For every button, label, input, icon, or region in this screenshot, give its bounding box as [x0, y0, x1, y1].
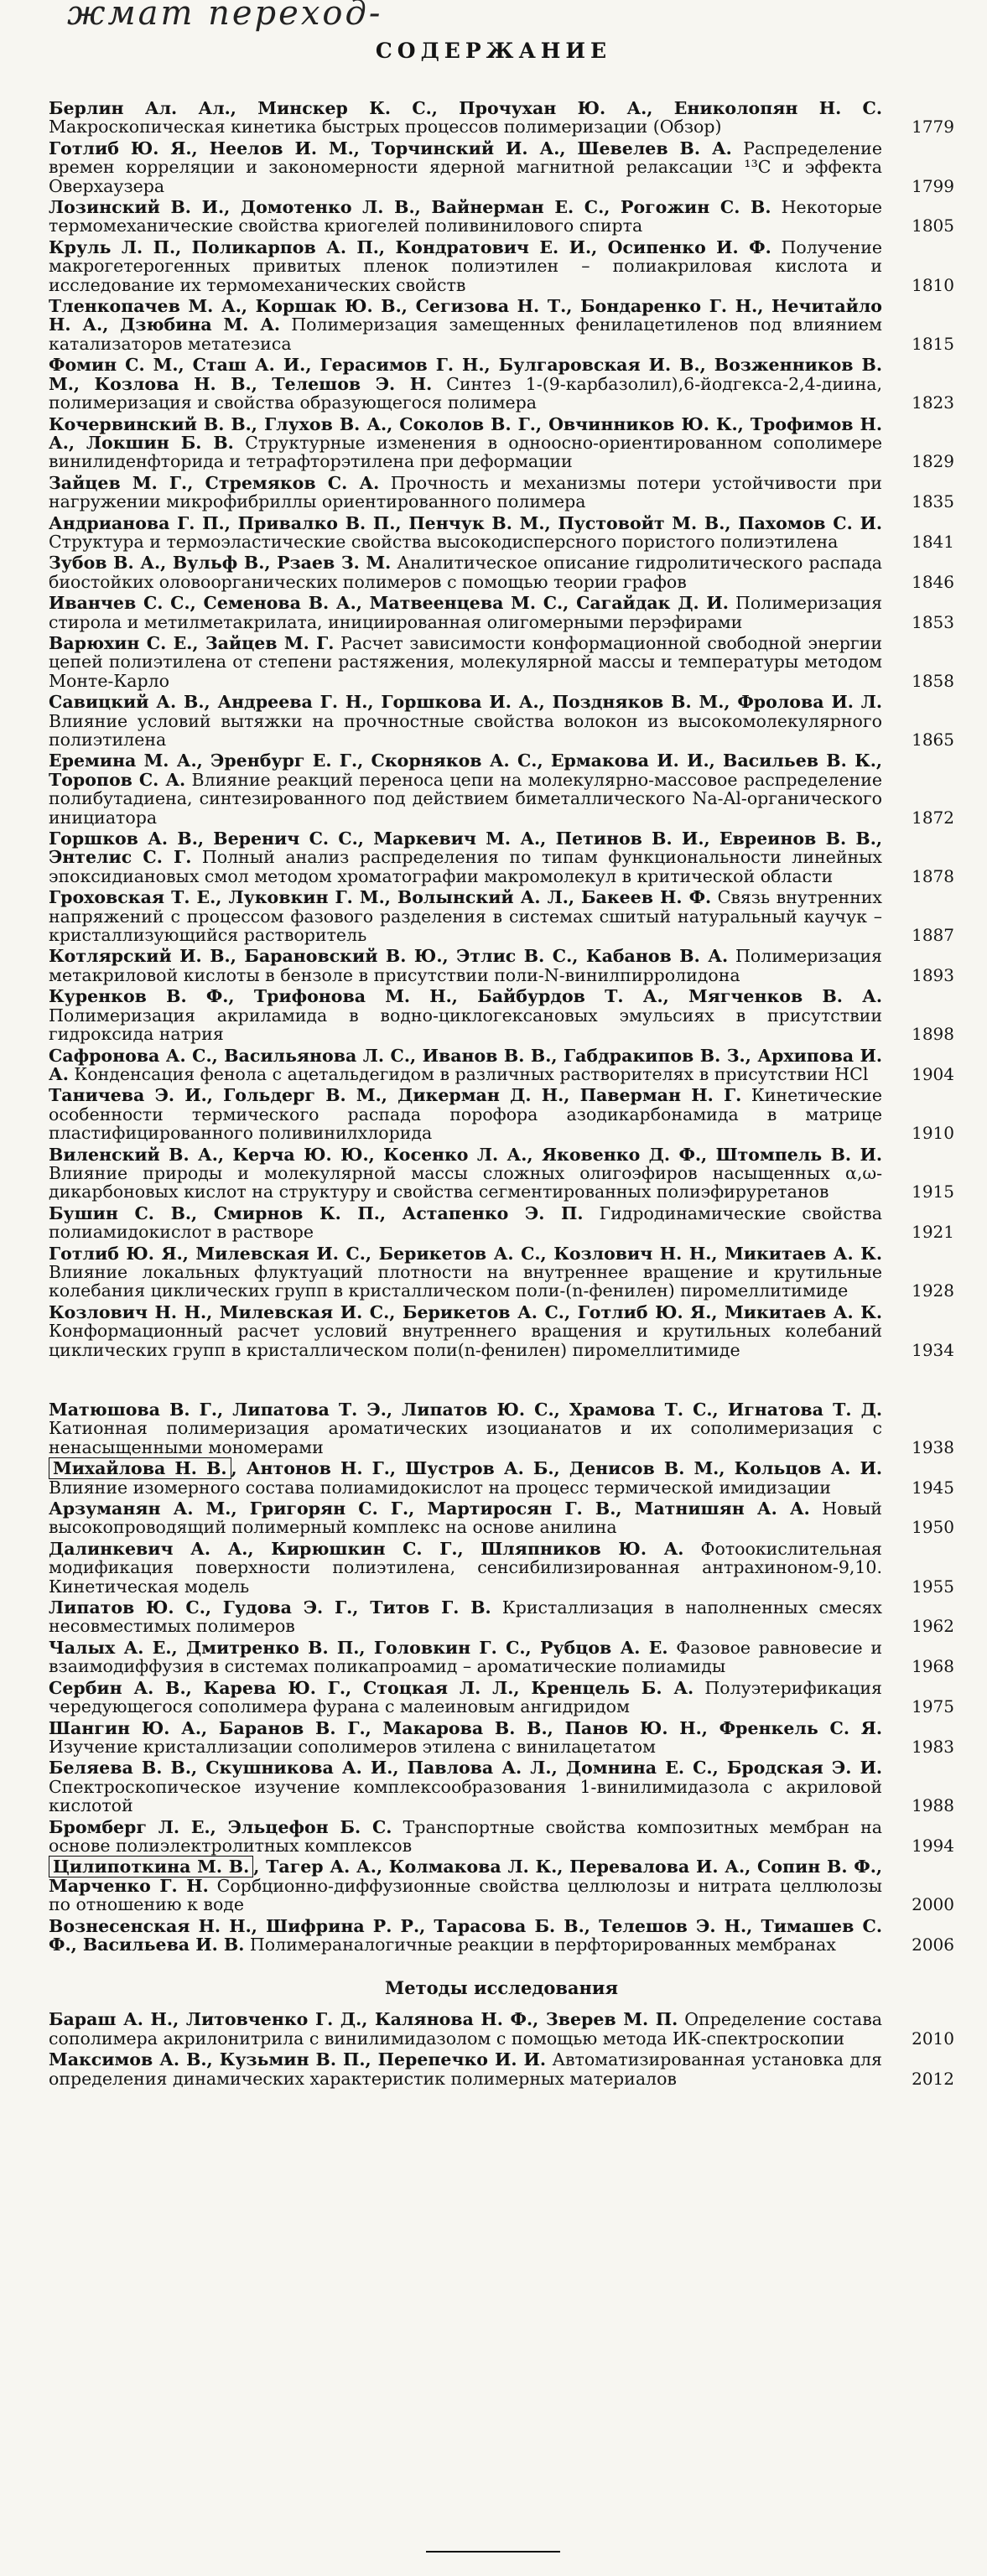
entry-text [49, 1639, 882, 1676]
toc-entry [49, 947, 954, 984]
entry-title: Синтез 1-(9-карбазолил),6-йодгекса-2,4-диина, полимеризация и свойства образующегося полимера [49, 373, 882, 413]
entry-title: Транспортные свойства композитных мембран на основе полиэлектролитных комплексов [49, 1816, 882, 1856]
entry-page-number: 1810 [912, 274, 954, 295]
entry-page-number: 1805 [912, 216, 954, 236]
entry-authors: Чалых А. Е., Дмитренко В. П., Головкин Г. С., Рубцов А. Е. [49, 1637, 668, 1658]
entry-text [49, 987, 882, 1043]
entry-text [49, 1145, 882, 1202]
entry-authors: Еремина М. А., Эренбург Е. Г., Скорняков А. С., Ермакова И. И., Васильев В. К., Торопов С. А. [49, 750, 882, 790]
entry-page-number: 1950 [912, 1517, 954, 1538]
entry-title: Полуэтерификация чередующегося сополимера фурана с малеиновым ангидридом [49, 1677, 882, 1717]
entry-authors: , Антонов Н. Г., Шустров А. Б., Денисов В. М., Кольцов А. И. [231, 1458, 882, 1479]
entry-page-number: 1829 [912, 451, 954, 472]
toc-entry [49, 553, 954, 591]
entry-text [49, 415, 882, 471]
entry-title: Гидродинамические свойства полиамидокислот в растворе [49, 1202, 882, 1243]
entry-authors: Беляева В. В., Скушникова А. И., Павлова А. Л., Домнина Е. С., Бродская Э. И. [49, 1758, 882, 1779]
entry-authors: Горшков А. В., Веренич С. С., Маркевич М. А., Петинов В. И., Евреинов В. В., Энтелис С. Г. [49, 828, 882, 868]
entry-authors: , Тагер А. А., Колмакова Л. К., Перевалова И. А., Сопин В. Ф., Марченко Г. Н. [49, 1857, 882, 1896]
entry-authors: Сафронова А. С., Васильянова Л. С., Иванов В. В., Габдракипов В. З., Архипова И. А. [49, 1045, 882, 1084]
entry-text [49, 947, 882, 984]
boxed-author: Михайлова Н. В. [49, 1457, 231, 1479]
entry-text [49, 1499, 882, 1537]
entry-authors: Готлиб Ю. Я., Неелов И. М., Торчинский И. А., Шевелев В. А. [49, 138, 732, 158]
toc-entry [49, 693, 954, 749]
entry-title: Полимеризация замещенных фенилацетиленов под влиянием катализаторов метатезиса [49, 314, 882, 354]
entry-text [49, 297, 882, 353]
entry-title: Структура и термоэластические свойства высокодисперсного пористого полиэтилена [49, 531, 839, 552]
entry-authors: Арзуманян А. М., Григорян С. Г., Мартиросян Г. В., Матнишян А. А. [49, 1498, 810, 1519]
entry-text [49, 2010, 882, 2048]
entry-page-number: 1921 [912, 1222, 954, 1243]
entry-authors: Виленский В. А., Керча Ю. Ю., Косенко Л. А., Яковенко Д. Ф., Штомпель В. И. [49, 1144, 882, 1165]
entry-text [49, 2050, 882, 2088]
entry-text [49, 1204, 882, 1242]
entry-authors: Тленкопачев М. А., Коршак Ю. В., Сегизова Н. Т., Бондаренко Г. Н., Нечитайло Н. А., Дзюбина М. А. [49, 296, 882, 335]
toc-entry [49, 594, 954, 631]
toc-entry [49, 139, 954, 195]
entry-page-number: 1983 [912, 1736, 954, 1757]
entry-page-number: 2010 [912, 2028, 954, 2049]
entry-title: Фотоокислительная модификация поверхности полиэтилена, сенсибилизированная антрахиноном-9,10. Кинетическая модель [49, 1538, 882, 1597]
toc-entry [49, 1917, 954, 1955]
entry-title: Катионная полимеризация ароматических изоцианатов и их сополимеризация с ненасыщенными мономерами [49, 1418, 882, 1457]
entry-title: Связь внутренних напряжений с процессом фазового разделения в системах сшитый натуральный каучук – кристаллизующийся растворитель [49, 887, 882, 946]
entry-authors: Бромберг Л. Е., Эльцефон Б. С. [49, 1816, 392, 1837]
entry-title: Спектроскопическое изучение комплексообразования 1-винилимидазола с акриловой кислотой [49, 1776, 882, 1816]
entry-page-number: 1975 [912, 1696, 954, 1717]
entry-authors: Варюхин С. Е., Зайцев М. Г. [49, 632, 335, 653]
entry-authors: Сербин А. В., Карева Ю. Г., Стоцкая Л. Л., Кренцель Б. А. [49, 1677, 694, 1698]
toc-entry [49, 1244, 954, 1301]
entry-title: Новый высокопроводящий полимерный комплекс на основе анилина [49, 1498, 882, 1538]
toc-entry [49, 474, 954, 512]
toc-entry [49, 829, 954, 886]
toc-entry [49, 198, 954, 236]
toc-entry [49, 1679, 954, 1716]
toc-entry [49, 415, 954, 471]
toc-entry [49, 1540, 954, 1596]
entry-title: Прочность и механизмы потери устойчивости при нагружении микрофибриллы ориентированного полимера [49, 472, 882, 512]
toc-entry [49, 634, 954, 690]
entry-title: Полный анализ распределения по типам функциональности линейных эпоксидиановых смол методом хроматографии макромолекул в критической области [49, 847, 882, 886]
entry-page-number: 1904 [912, 1063, 954, 1084]
entry-text [49, 99, 882, 137]
entry-title: Определение состава сополимера акрилонитрила с винилимидазолом с помощью метода ИК-спектроскопии [49, 2009, 882, 2049]
entry-text [49, 514, 882, 552]
entry-page-number: 1823 [912, 392, 954, 413]
entry-page-number: 1799 [912, 175, 954, 196]
page-title: СОДЕРЖАНИЕ [375, 39, 612, 63]
entry-text [49, 1086, 882, 1142]
entry-text [49, 1598, 882, 1636]
entry-authors: Берлин Ал. Ал., Минскер К. С., Прочухан Ю. А., Ениколопян Н. С. [49, 98, 882, 118]
section-gap [49, 1362, 954, 1400]
entry-page-number: 1928 [912, 1280, 954, 1301]
entry-page-number: 1846 [912, 571, 954, 592]
entry-title: Влияние изомерного состава полиамидокислот на процесс термической имидизации [49, 1477, 831, 1498]
entry-authors: Кочервинский В. В., Глухов В. А., Соколов В. Г., Овчинников Ю. К., Трофимов Н. А., Локшин Б. В. [49, 413, 882, 453]
toc-entry [49, 1818, 954, 1856]
entry-page-number: 1887 [912, 925, 954, 946]
entry-text [49, 1818, 882, 1856]
toc-entry [49, 1598, 954, 1636]
entry-page-number: 1893 [912, 964, 954, 985]
entry-title: Влияние локальных флуктуаций плотности на внутреннее вращение и крутильные колебания циклических групп в кристаллическом поли-(n-фенилен) пиромеллитимиде [49, 1261, 882, 1301]
entry-text [49, 693, 882, 749]
toc-entry [49, 1758, 954, 1815]
section-title-methods: Методы исследования [385, 1977, 618, 1999]
entry-page-number: 1994 [912, 1835, 954, 1856]
entry-title: Влияние природы и молекулярной массы сложных олигоэфиров насыщенных α,ω-дикарбоновых кислот на структуру и свойства сегментированных полиэфируретанов [49, 1162, 882, 1202]
entry-authors: Фомин С. М., Сташ А. И., Герасимов Г. Н., Булгаровская И. В., Возженников В. М., Козлова Н. В., Телешов Э. Н. [49, 355, 882, 394]
entry-authors: Лозинский В. И., Домотенко Л. В., Вайнерман Е. С., Рогожин С. В. [49, 197, 771, 218]
entry-title: Сорбционно-диффузионные свойства целлюлозы и нитрата целлюлозы по отношению к воде [49, 1875, 882, 1915]
handwritten-scrawl: жмат переход- [67, 0, 383, 33]
entry-authors: Иванчев С. С., Семенова В. А., Матвеенцева М. С., Сагайдак Д. И. [49, 593, 729, 614]
entry-page-number: 1938 [912, 1436, 954, 1457]
entry-authors: Козлович Н. Н., Милевская И. С., Берикетов А. С., Готлиб Ю. Я., Микитаев А. К. [49, 1301, 882, 1322]
entry-page-number: 1962 [912, 1616, 954, 1637]
toc-entry [49, 356, 954, 412]
entry-authors: Готлиб Ю. Я., Милевская И. С., Берикетов А. С., Козлович Н. Н., Микитаев А. К. [49, 1243, 882, 1264]
entry-page-number: 1858 [912, 670, 954, 691]
entry-title: Полимераналогичные реакции в перфторированных мембранах [249, 1934, 836, 1955]
entry-text [49, 1758, 882, 1815]
entry-title: Полимеризация метакриловой кислоты в бензоле в присутствии поли-N-винилпирролидона [49, 946, 882, 985]
entry-authors: Гроховская Т. Е., Луковкин Г. М., Волынский А. Л., Бакеев Н. Ф. [49, 887, 712, 908]
entry-authors: Савицкий А. В., Андреева Г. Н., Горшкова И. А., Поздняков В. М., Фролова И. Л. [49, 692, 882, 713]
entry-authors: Андрианова Г. П., Привалко В. П., Пенчук В. М., Пустовойт М. В., Пахомов С. И. [49, 512, 882, 533]
entry-page-number: 1915 [912, 1182, 954, 1202]
entry-authors: Липатов Ю. С., Гудова Э. Г., Титов Г. В. [49, 1597, 491, 1618]
bottom-rule [426, 2551, 560, 2553]
toc-entry [49, 1719, 954, 1757]
toc-entry [49, 1857, 954, 1914]
entry-authors: Далинкевич А. А., Кирюшкин С. Г., Шляпников Ю. А. [49, 1538, 684, 1559]
entry-page-number: 1988 [912, 1795, 954, 1816]
entry-text [49, 1244, 882, 1301]
toc-entry [49, 888, 954, 944]
toc-entry [49, 1204, 954, 1242]
toc-entry [49, 1499, 954, 1537]
entry-authors: Зайцев М. Г., Стремяков С. А. [49, 472, 380, 493]
entry-page-number: 1955 [912, 1576, 954, 1597]
table-of-contents [49, 99, 954, 2090]
entry-title: Структурные изменения в одноосно-ориентированном сополимере винилиденфторида и тетрафторэтилена при деформации [49, 432, 882, 472]
entry-title: Конденсация фенола с ацетальдегидом в различных растворителях в присутствии HCl [74, 1063, 869, 1084]
entry-text [49, 356, 882, 412]
entry-authors: Таничева Э. И., Гольдерг В. М., Дикерман Д. Н., Паверман Н. Г. [49, 1085, 742, 1106]
entry-page-number: 2012 [912, 2068, 954, 2089]
entry-text [49, 1679, 882, 1716]
entry-authors: Зубов В. А., Вульф В., Рзаев З. М. [49, 553, 392, 574]
entry-title: Полимеризация акриламида в водно-циклогексановых эмульсиях в присутствии гидроксида натрия [49, 1005, 882, 1045]
toc-entry [49, 987, 954, 1043]
entry-title: Полимеризация стирола и метилметакрилата, инициированная олигомерными перэфирами [49, 593, 882, 632]
entry-page-number: 1945 [912, 1477, 954, 1498]
entry-text [49, 1303, 882, 1359]
entry-page-number: 1872 [912, 807, 954, 828]
entry-title: Кинетические особенности термического распада порофора азодикарбонамида в матрице пластифицированного поливинилхлорида [49, 1085, 882, 1144]
entry-authors: Круль Л. П., Поликарпов А. П., Кондратович Е. И., Осипенко И. Ф. [49, 236, 771, 257]
entry-title: Расчет зависимости конформационной свободной энергии цепей полиэтилена от степени растяжения, молекулярной массы и температуры методом Монте-Карло [49, 632, 882, 691]
entry-page-number: 1934 [912, 1339, 954, 1360]
toc-entry [49, 1046, 954, 1084]
entry-page-number: 1865 [912, 730, 954, 750]
entry-page-number: 1968 [912, 1656, 954, 1677]
entry-title: Распределение времен корреляции и закономерности ядерной магнитной релаксации ¹³C и эффекта Оверхаузера [49, 138, 882, 196]
entry-title: Автоматизированная установка для определения динамических характеристик полимерных материалов [49, 2049, 882, 2089]
entry-page-number: 1878 [912, 865, 954, 886]
entry-page-number: 1779 [912, 117, 954, 138]
toc-entry [49, 1400, 954, 1457]
entry-text [49, 1719, 882, 1757]
entry-authors: Максимов А. В., Кузьмин В. П., Перепечко И. И. [49, 2049, 547, 2070]
entry-text [49, 751, 882, 827]
entry-title: Макроскопическая кинетика быстрых процессов полимеризации (Обзор) [49, 117, 722, 138]
entry-text [49, 634, 882, 690]
entry-page-number: 2006 [912, 1934, 954, 1955]
entry-text [49, 829, 882, 886]
entry-text [49, 1917, 882, 1955]
entry-text [49, 553, 882, 591]
entry-page-number: 1841 [912, 531, 954, 552]
entry-authors: Вознесенская Н. Н., Шифрина Р. Р., Тарасова Б. В., Телешов Э. Н., Тимашев С. Ф., Васильева И. В. [49, 1915, 882, 1955]
entry-text [49, 474, 882, 512]
entry-text [49, 1857, 882, 1914]
toc-entry [49, 2010, 954, 2048]
entry-text [49, 238, 882, 294]
entry-title: Аналитическое описание гидролитического распада биостойких оловоорганических полимеров с помощью теории графов [49, 553, 882, 592]
toc-entry [49, 514, 954, 552]
entry-title: Получение макрогетерогенных привитых пленок полиэтилен – полиакриловая кислота и исследование их термомеханических свойств [49, 236, 882, 295]
entry-authors: Куренков В. Ф., Трифонова М. Н., Байбурдов Т. А., Мягченков В. А. [49, 986, 882, 1007]
entry-page-number: 1835 [912, 491, 954, 512]
entry-page-number: 1853 [912, 611, 954, 632]
entry-page-number: 1815 [912, 333, 954, 354]
entry-text [49, 1046, 882, 1084]
entry-authors: Матюшова В. Г., Липатова Т. Э., Липатов Ю. С., Храмова Т. С., Игнатова Т. Д. [49, 1400, 882, 1420]
entry-title: Кристаллизация в наполненных смесях несовместимых полимеров [49, 1597, 882, 1637]
entry-authors: Бушин С. В., Смирнов К. П., Астапенко Э. П. [49, 1202, 584, 1223]
entry-page-number: 2000 [912, 1894, 954, 1915]
entry-text [49, 888, 882, 944]
toc-entry [49, 238, 954, 294]
toc-entry [49, 1086, 954, 1142]
entry-page-number: 1910 [912, 1123, 954, 1144]
toc-entry [49, 297, 954, 353]
entry-authors: Шангин Ю. А., Баранов В. Г., Макарова В. В., Панов Ю. Н., Френкель С. Я. [49, 1717, 882, 1738]
entry-title: Изучение кристаллизации сополимеров этилена с винилацетатом [49, 1736, 656, 1757]
entry-text [49, 198, 882, 236]
entry-text [49, 1400, 882, 1457]
entry-text [49, 1540, 882, 1596]
toc-entry [49, 99, 954, 137]
boxed-author: Цилипоткина М. В. [49, 1856, 253, 1877]
toc-entry [49, 1459, 954, 1497]
entry-text [49, 1459, 882, 1497]
entry-text [49, 594, 882, 631]
entry-page-number: 1898 [912, 1024, 954, 1045]
entry-title: Некоторые термомеханические свойства криогелей поливинилового спирта [49, 197, 882, 236]
entry-authors: Бараш А. Н., Литовченко Г. Д., Калянова Н. Ф., Зверев М. П. [49, 2009, 678, 2030]
toc-entry [49, 1145, 954, 1202]
entry-authors: Котлярский И. В., Барановский В. Ю., Этлис В. С., Кабанов В. А. [49, 946, 729, 967]
entry-title: Фазовое равновесие и взаимодиффузия в системах поликапроамид – ароматические полиамиды [49, 1637, 882, 1677]
toc-entry [49, 751, 954, 827]
toc-entry [49, 1303, 954, 1359]
entry-title: Конформационный расчет условий внутреннего вращения и крутильных колебаний циклических групп в кристаллическом поли(n-фенилен) пиромеллитимиде [49, 1321, 882, 1360]
entry-text [49, 139, 882, 195]
entry-title: Влияние реакций переноса цепи на молекулярно-массовое распределение полибутадиена, синтезированного под действием биметаллического Na-Al-органического инициатора [49, 769, 882, 828]
toc-entry [49, 1639, 954, 1676]
entry-title: Влияние условий вытяжки на прочностные свойства волокон из высокомолекулярного полиэтилена [49, 710, 882, 750]
toc-entry [49, 2050, 954, 2088]
